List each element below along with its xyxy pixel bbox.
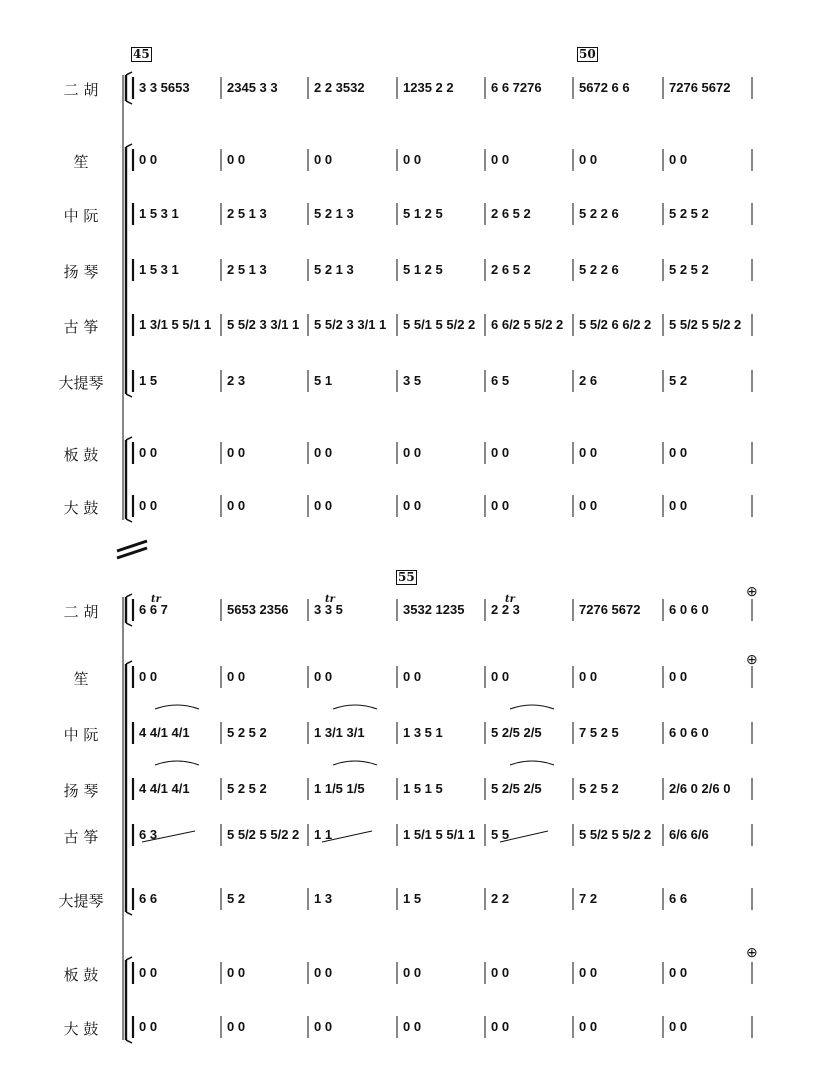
measure-erhu-5: 6 6 7276 bbox=[491, 80, 542, 95]
system-bracket-hook bbox=[126, 661, 132, 664]
measure-yangqin-6: 5 2 5 2 bbox=[579, 781, 619, 796]
coda-sign-2: ⊕ bbox=[746, 651, 758, 667]
system-bracket-hook bbox=[126, 519, 132, 522]
instrument-name-zhongruan: 中 阮 bbox=[63, 207, 99, 225]
measure-bangu-1: 0 0 bbox=[139, 445, 158, 460]
instrument-name-guzheng: 古 筝 bbox=[63, 828, 99, 846]
measure-cello-4: 3 5 bbox=[403, 373, 422, 388]
instrument-name-guzheng: 古 筝 bbox=[63, 318, 99, 336]
measure-sheng-7: 0 0 bbox=[669, 669, 688, 684]
measure-cello-2: 2 3 bbox=[227, 373, 246, 388]
measure-guzheng-5: 5 5 bbox=[491, 827, 510, 842]
measure-yangqin-6: 5 2 2 6 bbox=[579, 262, 619, 277]
measure-zhongruan-6: 7 5 2 5 bbox=[579, 725, 619, 740]
system-bracket-hook bbox=[126, 144, 132, 147]
measure-guzheng-7: 6/6 6/6 bbox=[669, 827, 709, 842]
measure-dagu-7: 0 0 bbox=[669, 1019, 688, 1034]
instrument-name-erhu: 二 胡 bbox=[63, 603, 99, 621]
measure-yangqin-3: 5 2 1 3 bbox=[314, 262, 354, 277]
trill-mark-2: tr bbox=[325, 594, 335, 605]
instrument-name-bangu: 板 鼓 bbox=[63, 446, 99, 464]
system-bracket-hook bbox=[126, 101, 132, 104]
measure-sheng-6: 0 0 bbox=[579, 152, 598, 167]
measure-dagu-1: 0 0 bbox=[139, 1019, 158, 1034]
measure-yangqin-2: 2 5 1 3 bbox=[227, 262, 267, 277]
instrument-name-dagu: 大 鼓 bbox=[63, 1020, 99, 1038]
measure-bangu-1: 0 0 bbox=[139, 965, 158, 980]
measure-cello-1: 1 5 bbox=[139, 373, 158, 388]
measure-bangu-2: 0 0 bbox=[227, 445, 246, 460]
measure-dagu-2: 0 0 bbox=[227, 1019, 246, 1034]
measure-dagu-3: 0 0 bbox=[314, 498, 333, 513]
slur-arc bbox=[155, 705, 199, 709]
measure-dagu-4: 0 0 bbox=[403, 498, 422, 513]
measure-zhongruan-3: 5 2 1 3 bbox=[314, 206, 354, 221]
measure-guzheng-3: 1 1 bbox=[314, 827, 333, 842]
measure-bangu-3: 0 0 bbox=[314, 965, 333, 980]
measure-number-55: 55 bbox=[398, 570, 415, 584]
measure-yangqin-7: 2/6 0 2/6 0 bbox=[669, 781, 731, 796]
measure-zhongruan-3: 1 3/1 3/1 bbox=[314, 725, 365, 740]
measure-yangqin-2: 5 2 5 2 bbox=[227, 781, 267, 796]
measure-yangqin-4: 5 1 2 5 bbox=[403, 262, 443, 277]
measure-guzheng-6: 5 5/2 6 6/2 2 bbox=[579, 317, 652, 332]
measure-sheng-4: 0 0 bbox=[403, 152, 422, 167]
system-bracket-hook bbox=[126, 957, 132, 960]
instrument-name-cello: 大提琴 bbox=[58, 374, 104, 392]
measure-erhu-6: 5672 6 6 bbox=[579, 80, 630, 95]
measure-zhongruan-2: 5 2 5 2 bbox=[227, 725, 267, 740]
measure-sheng-5: 0 0 bbox=[491, 152, 510, 167]
measure-zhongruan-6: 5 2 2 6 bbox=[579, 206, 619, 221]
measure-bangu-4: 0 0 bbox=[403, 445, 422, 460]
measure-cello-5: 2 2 bbox=[491, 891, 510, 906]
instrument-name-yangqin: 扬 琴 bbox=[63, 263, 99, 281]
measure-sheng-3: 0 0 bbox=[314, 669, 333, 684]
system-bracket-hook bbox=[126, 623, 132, 626]
measure-dagu-5: 0 0 bbox=[491, 498, 510, 513]
measure-zhongruan-1: 4 4/1 4/1 bbox=[139, 725, 190, 740]
system-separator-mark bbox=[117, 541, 147, 558]
instrument-name-erhu: 二 胡 bbox=[63, 81, 99, 99]
measure-zhongruan-5: 2 6 5 2 bbox=[491, 206, 531, 221]
coda-sign-1: ⊕ bbox=[746, 583, 758, 599]
system-bracket-hook bbox=[126, 1040, 132, 1043]
measure-zhongruan-1: 1 5 3 1 bbox=[139, 206, 179, 221]
measure-zhongruan-2: 2 5 1 3 bbox=[227, 206, 267, 221]
measure-bangu-6: 0 0 bbox=[579, 445, 598, 460]
measure-dagu-1: 0 0 bbox=[139, 498, 158, 513]
system-bracket-hook bbox=[126, 72, 132, 75]
measure-zhongruan-7: 6 0 6 0 bbox=[669, 725, 709, 740]
slur-arc bbox=[333, 705, 377, 709]
system-bracket-hook bbox=[126, 912, 132, 915]
measure-erhu-7: 6 0 6 0 bbox=[669, 602, 709, 617]
measure-guzheng-7: 5 5/2 5 5/2 2 bbox=[669, 317, 742, 332]
slur-arc bbox=[155, 761, 199, 765]
measure-sheng-7: 0 0 bbox=[669, 152, 688, 167]
measure-erhu-2: 2345 3 3 bbox=[227, 80, 278, 95]
measure-dagu-7: 0 0 bbox=[669, 498, 688, 513]
instrument-name-bangu: 板 鼓 bbox=[63, 966, 99, 984]
measure-guzheng-4: 5 5/1 5 5/2 2 bbox=[403, 317, 476, 332]
measure-zhongruan-4: 5 1 2 5 bbox=[403, 206, 443, 221]
measure-sheng-6: 0 0 bbox=[579, 669, 598, 684]
measure-cello-5: 6 5 bbox=[491, 373, 510, 388]
measure-guzheng-2: 5 5/2 5 5/2 2 bbox=[227, 827, 300, 842]
measure-guzheng-2: 5 5/2 3 3/1 1 bbox=[227, 317, 300, 332]
instrument-name-sheng: 笙 bbox=[73, 670, 89, 688]
measure-bangu-5: 0 0 bbox=[491, 965, 510, 980]
slur-arc bbox=[510, 761, 554, 765]
measure-dagu-5: 0 0 bbox=[491, 1019, 510, 1034]
measure-guzheng-1: 1 3/1 5 5/1 1 bbox=[139, 317, 212, 332]
measure-yangqin-5: 2 6 5 2 bbox=[491, 262, 531, 277]
measure-sheng-2: 0 0 bbox=[227, 669, 246, 684]
measure-bangu-6: 0 0 bbox=[579, 965, 598, 980]
instrument-name-yangqin: 扬 琴 bbox=[63, 782, 99, 800]
measure-cello-3: 1 3 bbox=[314, 891, 333, 906]
system-bracket-hook bbox=[126, 394, 132, 397]
measure-bangu-3: 0 0 bbox=[314, 445, 333, 460]
instrument-name-zhongruan: 中 阮 bbox=[63, 726, 99, 744]
measure-yangqin-4: 1 5 1 5 bbox=[403, 781, 443, 796]
measure-dagu-4: 0 0 bbox=[403, 1019, 422, 1034]
measure-cello-6: 2 6 bbox=[579, 373, 598, 388]
measure-number-45: 45 bbox=[133, 47, 150, 61]
measure-bangu-4: 0 0 bbox=[403, 965, 422, 980]
instrument-name-cello: 大提琴 bbox=[58, 892, 104, 910]
measure-sheng-2: 0 0 bbox=[227, 152, 246, 167]
measure-cello-3: 5 1 bbox=[314, 373, 333, 388]
coda-sign-3: ⊕ bbox=[746, 944, 758, 960]
measure-guzheng-4: 1 5/1 5 5/1 1 bbox=[403, 827, 476, 842]
measure-cello-7: 6 6 bbox=[669, 891, 688, 906]
measure-erhu-1: 3 3 5653 bbox=[139, 80, 190, 95]
measure-sheng-5: 0 0 bbox=[491, 669, 510, 684]
trill-mark-3: tr bbox=[505, 594, 515, 605]
measure-bangu-2: 0 0 bbox=[227, 965, 246, 980]
measure-yangqin-1: 1 5 3 1 bbox=[139, 262, 179, 277]
measure-cello-6: 7 2 bbox=[579, 891, 598, 906]
measure-sheng-1: 0 0 bbox=[139, 669, 158, 684]
instrument-name-sheng: 笙 bbox=[73, 153, 89, 171]
slur-arc bbox=[510, 705, 554, 709]
measure-bangu-7: 0 0 bbox=[669, 965, 688, 980]
measure-guzheng-3: 5 5/2 3 3/1 1 bbox=[314, 317, 387, 332]
measure-erhu-3: 3 3 5 bbox=[314, 602, 343, 617]
measure-guzheng-5: 6 6/2 5 5/2 2 bbox=[491, 317, 564, 332]
measure-bangu-5: 0 0 bbox=[491, 445, 510, 460]
instrument-name-dagu: 大 鼓 bbox=[63, 499, 99, 517]
measure-cello-2: 5 2 bbox=[227, 891, 246, 906]
measure-sheng-4: 0 0 bbox=[403, 669, 422, 684]
measure-yangqin-1: 4 4/1 4/1 bbox=[139, 781, 190, 796]
measure-guzheng-6: 5 5/2 5 5/2 2 bbox=[579, 827, 652, 842]
trill-mark-1: tr bbox=[151, 594, 161, 605]
measure-cello-4: 1 5 bbox=[403, 891, 422, 906]
measure-erhu-2: 5653 2356 bbox=[227, 602, 289, 617]
measure-dagu-3: 0 0 bbox=[314, 1019, 333, 1034]
system-bracket-hook bbox=[126, 594, 132, 597]
measure-sheng-3: 0 0 bbox=[314, 152, 333, 167]
measure-zhongruan-4: 1 3 5 1 bbox=[403, 725, 443, 740]
measure-dagu-6: 0 0 bbox=[579, 498, 598, 513]
measure-erhu-6: 7276 5672 bbox=[579, 602, 641, 617]
measure-yangqin-7: 5 2 5 2 bbox=[669, 262, 709, 277]
measure-zhongruan-5: 5 2/5 2/5 bbox=[491, 725, 542, 740]
measure-number-50: 50 bbox=[579, 47, 596, 61]
measure-yangqin-3: 1 1/5 1/5 bbox=[314, 781, 365, 796]
measure-erhu-5: 2 2 3 bbox=[491, 602, 520, 617]
system-bracket-hook bbox=[126, 437, 132, 440]
measure-erhu-1: 6 6 7 bbox=[139, 602, 168, 617]
measure-erhu-4: 3532 1235 bbox=[403, 602, 465, 617]
measure-dagu-2: 0 0 bbox=[227, 498, 246, 513]
measure-bangu-7: 0 0 bbox=[669, 445, 688, 460]
measure-cello-7: 5 2 bbox=[669, 373, 688, 388]
measure-cello-1: 6 6 bbox=[139, 891, 158, 906]
measure-erhu-3: 2 2 3532 bbox=[314, 80, 365, 95]
measure-erhu-7: 7276 5672 bbox=[669, 80, 731, 95]
measure-yangqin-5: 5 2/5 2/5 bbox=[491, 781, 542, 796]
measure-sheng-1: 0 0 bbox=[139, 152, 158, 167]
measure-guzheng-1: 6 3 bbox=[139, 827, 158, 842]
measure-dagu-6: 0 0 bbox=[579, 1019, 598, 1034]
measure-erhu-4: 1235 2 2 bbox=[403, 80, 454, 95]
measure-zhongruan-7: 5 2 5 2 bbox=[669, 206, 709, 221]
slur-arc bbox=[333, 761, 377, 765]
